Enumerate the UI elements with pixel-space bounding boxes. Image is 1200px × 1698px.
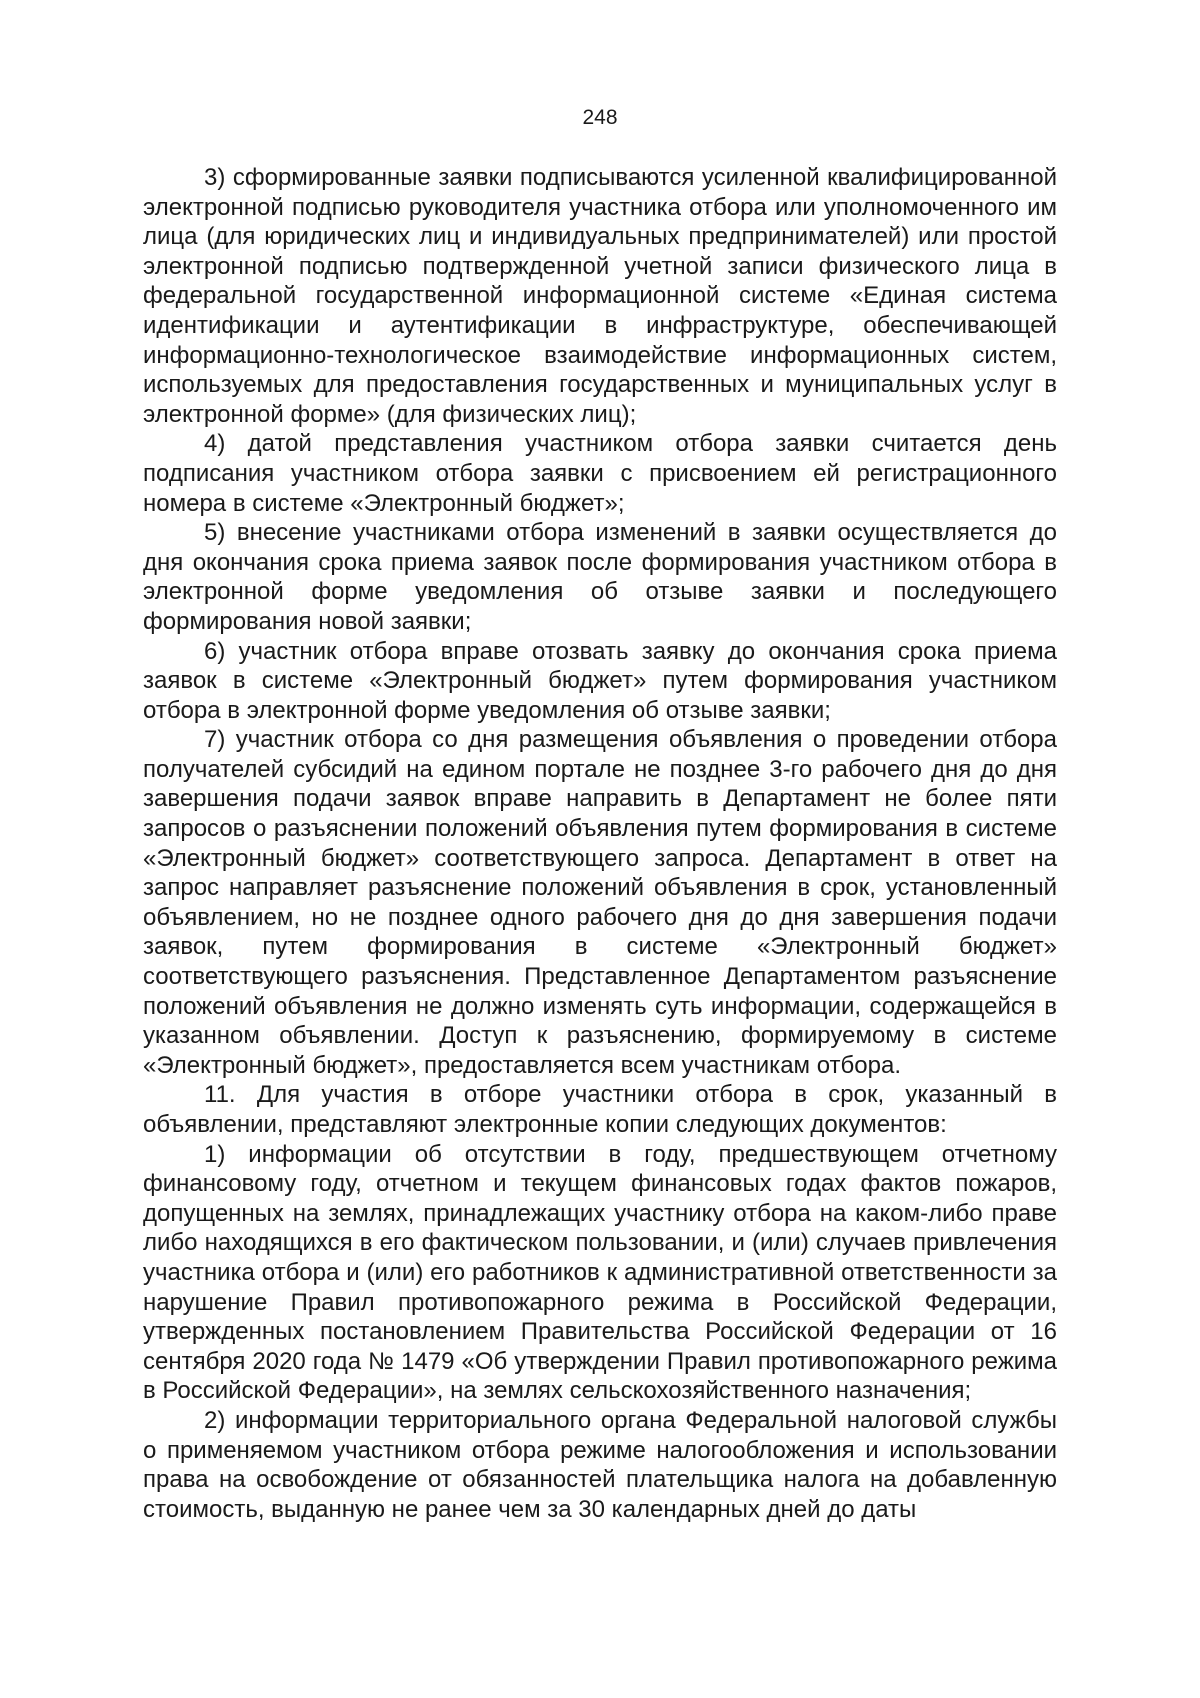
paragraph-item-5: 5) внесение участниками отбора изменений в заявки осуществляется до дня окончания срока приема заявок после формирования участником отбора в электронной форме уведомления об отзыве заявки и последующего формирования новой заявки; <box>143 519 1057 635</box>
paragraph-clause-11: 11. Для участия в отборе участники отбора в срок, указанный в объявлении, представляют электронные копии следующих документов: <box>143 1081 1057 1138</box>
paragraph-subitem-1: 1) информации об отсутствии в году, предшествующем отчетному финансовому году, отчетном и текущем финансовых годах фактов пожаров, допущенных на землях, принадлежащих участнику отбора на каком-либо праве либо находящихся в его фактическом пользовании, и (или) случаев привлечения участника отбора и (или) его работников к административной ответственности за нарушение Правил противопожарного режима в Российской Федерации, утвержденных постановлением Правительства Российской Федерации от 16 сентября 2020 года № 1479 «Об утверждении Правил противопожарного режима в Российской Федерации», на землях сельскохозяйственного назначения; <box>143 1140 1057 1405</box>
paragraph-item-3: 3) сформированные заявки подписываются усиленной квалифицированной электронной подписью руководителя участника отбора или уполномоченного им лица (для юридических лиц и индивидуальных предпринимателей) или простой электронной подписью подтвержденной учетной записи физического лица в федеральной государственной информационной системе «Единая система идентификации и аутентификации в инфраструктуре, обеспечивающей информационно-технологическое взаимодействие информационных систем, используемых для предоставления государственных и муниципальных услуг в электронной форме» (для физических лиц); <box>143 164 1057 428</box>
paragraph-item-6: 6) участник отбора вправе отозвать заявку до окончания срока приема заявок в системе «Электронный бюджет» путем формирования участником отбора в электронной форме уведомления об отзыве заявки; <box>143 637 1057 724</box>
page-number: 248 <box>582 106 618 129</box>
paragraph-subitem-2: 2) информации территориального органа Федеральной налоговой службы о применяемом участником отбора режиме налогообложения и использовании права на освобождение от обязанностей плательщика налога на добавленную стоимость, выданную не ранее чем за 30 календарных дней до даты <box>143 1406 1057 1523</box>
paragraph-item-4: 4) датой представления участником отбора заявки считается день подписания участником отбора заявки с присвоением ей регистрационного номера в системе «Электронный бюджет»; <box>143 430 1057 517</box>
document-body <box>143 163 1057 1524</box>
paragraph-item-7: 7) участник отбора со дня размещения объявления о проведении отбора получателей субсидий на едином портале не позднее 3-го рабочего дня до дня завершения подачи заявок вправе направить в Департамент не более пяти запросов о разъяснении положений объявления путем формирования в системе «Электронный бюджет» соответствующего запроса. Департамент в ответ на запрос направляет разъяснение положений объявления в срок, установленный объявлением, но не позднее одного рабочего дня до дня завершения подачи заявок, путем формирования в системе «Электронный бюджет» соответствующего разъяснения. Представленное Департаментом разъяснение положений объявления не должно изменять суть информации, содержащейся в указанном объявлении. Доступ к разъяснению, формируемому в системе «Электронный бюджет», предоставляется всем участникам отбора. <box>143 726 1057 1079</box>
